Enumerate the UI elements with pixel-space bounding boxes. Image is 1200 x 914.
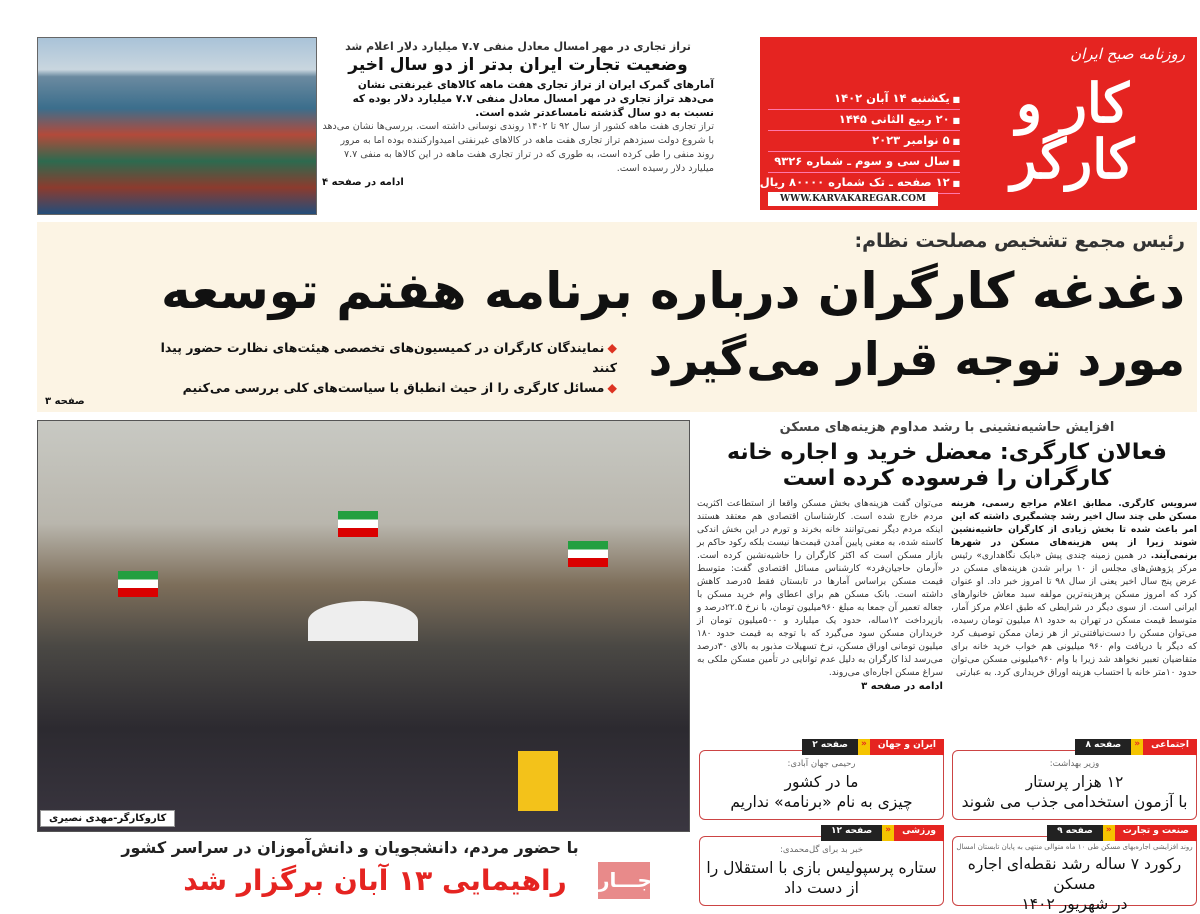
housing-kicker: افزایش حاشیه‌نشینی با رشد مداوم هزینه‌های مسکن	[779, 420, 1115, 435]
bullet-item: ◆نمایندگان کارگران در کمیسیون‌های تخصصی هیئت‌های نظارت حضور پیدا کنند	[160, 340, 617, 375]
diamond-icon: ◆	[607, 380, 617, 395]
lead-headline-2[interactable]: مورد توجه قرار می‌گیرد	[648, 332, 1185, 386]
section-label: اجتماعی	[1143, 739, 1197, 755]
chevron-left-icon: «	[1131, 739, 1143, 755]
teaser-box-world[interactable]	[699, 739, 944, 820]
box-kicker: رحیمی جهان آبادی:	[787, 759, 856, 769]
housing-column-right	[951, 498, 1197, 680]
teaser-box-sports[interactable]	[699, 825, 944, 906]
trade-body: تراز تجاری هفت ماهه کشور از سال ۹۲ تا ۱۴۰۲ روندی نوسانی داشته است. بررسی‌ها نشان می‌دهد با شروع دولت سیزدهم تراز تجاری هفت ماهه در کالاهای غیرنفتی امیدوارکننده بوده اما به مرور روند منفی را طی کرده است، به طوری که در تراز تجاری هفت ماهه در این کالاها به منفی ۷.۷ میلیارد دلار رسیده است.	[322, 121, 714, 174]
issue-price: ■ ۱۲ صفحه ـ تک شماره ۸۰۰۰۰ ریال	[768, 173, 960, 194]
jar-label: جـــار	[598, 862, 650, 899]
website-link[interactable]: WWW.KARVAKAREGAR.COM	[768, 192, 938, 206]
issue-gregorian-date: ■ ۵ نوامبر ۲۰۲۳	[768, 131, 960, 152]
photo-credit: کاروکارگر-مهدی نصیری	[40, 810, 175, 827]
box-title-2: از دست داد	[784, 879, 859, 897]
housing-column-left	[697, 498, 943, 693]
chevron-left-icon: «	[1103, 825, 1115, 841]
diamond-icon: ◆	[607, 340, 617, 355]
lead-story	[37, 222, 1197, 412]
housing-article	[697, 420, 1198, 692]
housing-headline-2[interactable]: کارگران را فرسوده کرده است	[782, 466, 1112, 491]
port-containers-photo	[37, 37, 317, 215]
page-label: صفحه ۱۲	[821, 825, 882, 841]
housing-headline-1[interactable]: فعالان کارگری: معضل خرید و اجاره خانه	[727, 440, 1167, 465]
issue-info	[759, 89, 960, 194]
section-label: ورزشی	[894, 825, 944, 841]
lead-headline-1[interactable]: دغدغه کارگران درباره برنامه هفتم توسعه	[161, 262, 1185, 320]
box-kicker: خبر بد برای گل‌محمدی:	[780, 845, 863, 855]
page-label: صفحه ۹	[1047, 825, 1103, 841]
chevron-left-icon: «	[858, 739, 870, 755]
box-title-1: ما در کشور	[784, 773, 859, 791]
teaser-box-industry[interactable]	[952, 825, 1197, 913]
section-label: ایران و جهان	[870, 739, 944, 755]
page-label: صفحه ۸	[1075, 739, 1131, 755]
bullet-item: ◆مسائل کارگری را از حیث انطباق با سیاست‌های کلی بررسی می‌کنیم	[182, 380, 617, 395]
masthead	[760, 37, 1197, 210]
newspaper-logo: کار و کارگر	[1010, 71, 1135, 191]
housing-lead: سرویس کارگری. مطابق اعلام مراجع رسمی، هزینه مسکن طی چند سال اخیر رشد چشمگیری داشته که این امر باعث شده تا بخش زیادی از کارگران حاشیه‌نشین شوند زیرا از پس هزینه‌های مسکن در شهرها برنمی‌آیند.	[951, 499, 1197, 561]
trade-lead: آمارهای گمرک ایران از تراز تجاری هفت ماهه کالاهای غیرنفتی نشان می‌دهد تراز تجاری در مهر امسال معادل منفی ۷.۷ میلیارد دلار بوده که نسبت به دو سال گذشته نامساعدتر شده است.	[352, 79, 714, 119]
trade-article	[322, 40, 714, 190]
issue-number: ■ سال سی و سوم ـ شماره ۹۳۲۶	[768, 152, 960, 173]
masthead-subtitle: روزنامه صبح ایران	[1070, 45, 1185, 63]
lead-bullets	[147, 338, 617, 398]
box-title-2: چیزی به نام «برنامه» نداریم	[730, 793, 913, 811]
housing-continued[interactable]: ادامه در صفحه ۳	[861, 681, 943, 692]
page-label: صفحه ۲	[802, 739, 858, 755]
trade-kicker: تراز تجاری در مهر امسال معادل منفی ۷.۷ میلیارد دلار اعلام شد	[345, 40, 691, 53]
issue-date: ■ یکشنبه ۱۴ آبان ۱۴۰۲	[768, 89, 960, 110]
box-kicker: روند افزایشی اجاره‌بهای مسکن طی ۱۰ ماه متوالی منتهی به پایان تابستان امسال	[956, 843, 1193, 851]
box-title-1: ستاره پرسپولیس بازی با استقلال را	[706, 859, 937, 877]
lead-kicker: رئیس مجمع تشخیص مصلحت نظام:	[854, 230, 1185, 252]
box-title-1: ۱۲ هزار پرستار	[1025, 773, 1124, 791]
box-title-2: با آزمون استخدامی جذب می شوند	[961, 793, 1188, 811]
housing-body-right: در همین زمینه چندی پیش «بابک نگاهداری» رئیس مرکز پژوهش‌های مجلس از ۱۰ برابر شدن هزینه‌های مسکن در عرض پنج سال اخیر یعنی از سال ۹۸ تا امروز خبر داد. او عنوان کرد که امروز مسکن پرهزینه‌ترین مولفه سبد معاش خانوارهای ایرانی است. از سوی دیگر در شرایطی که طبق اعلام مرکز آمار، متوسط قیمت مسکن در تهران به حدود ۸۱ میلیون تومان رسیده، می‌توان مسکن را دست‌نیافتنی‌تر از هر زمان ممکن توصیف کرد که دیگر با دریافت وام ۹۶۰ میلیونی هم خواب خرید خانه برای متقاضیان تعبیر نخواهد شد زیرا با وام ۹۶۰میلیونی مسکن می‌توان حدود ۱۰متر خانه با احتساب هزینه اوراق خریداری کرد. به عبارتی	[951, 551, 1198, 678]
issue-hijri-date: ■ ۲۰ ربیع الثانی ۱۴۴۵	[768, 110, 960, 131]
rally-photo	[37, 420, 690, 832]
housing-body-left: می‌توان گفت هزینه‌های بخش مسکن واقعا از استطاعت اکثریت مردم خارج شده است. کارشناسان اقتصادی هم معتقد هستند اینکه مردم دیگر نمی‌توانند خانه بخرند و تورم در این بخش اندکی کاسته شده، به معنی پایین آمدن قیمت‌ها نیست بلکه رکود حاکم بر بازار مسکن است که اکثر کارگران را حاشیه‌نشین کرده است. «آرمان حاجیان‌فرد» کارشناس مسائل اقتصادی گفت: متوسط قیمت مسکن براساس آمارها در تابستان فقط ۵درصد کاهش داشته است. بانک مسکن هم برای اعطای وام خرید مسکن با جعاله تعمیر آن جمعا به مبلغ ۹۶۰میلیون تومان، با نرخ ۲۲.۵درصد و بازپرداخت ۱۲ساله، حدود یک میلیارد و ۵۰۰میلیون تومان از خریداران مسکن سود می‌گیرد که با توجه به قیمت حدود ۱۸۰ میلیون تومانی اوراق مسکن، نرخ تسهیلات مذبور به بالای ۳۰درصد می‌رسد لذا کارگران به دلیل عدم توانایی در تأمین مسکن ملکی به سراغ مسکن اجاره‌ای می‌روند.	[697, 499, 943, 678]
box-kicker: وزیر بهداشت:	[1049, 759, 1100, 769]
trade-continued[interactable]: ادامه در صفحه ۴	[322, 177, 404, 188]
box-title-1: رکورد ۷ ساله رشد نقطه‌ای اجاره مسکن	[967, 855, 1182, 893]
lead-page-ref[interactable]: صفحه ۳	[45, 396, 85, 407]
trade-headline[interactable]: وضعیت تجارت ایران بدتر از دو سال اخیر	[348, 55, 688, 75]
box-title-2: در شهریور ۱۴۰۲	[1021, 895, 1128, 913]
rally-headline[interactable]: راهیمایی ۱۳ آبان برگزار شد	[183, 864, 567, 897]
rally-kicker: با حضور مردم، دانشجویان و دانش‌آموزان در سراسر کشور	[121, 838, 579, 857]
teaser-box-social[interactable]	[952, 739, 1197, 820]
section-label: صنعت و تجارت	[1115, 825, 1197, 841]
chevron-left-icon: «	[882, 825, 894, 841]
